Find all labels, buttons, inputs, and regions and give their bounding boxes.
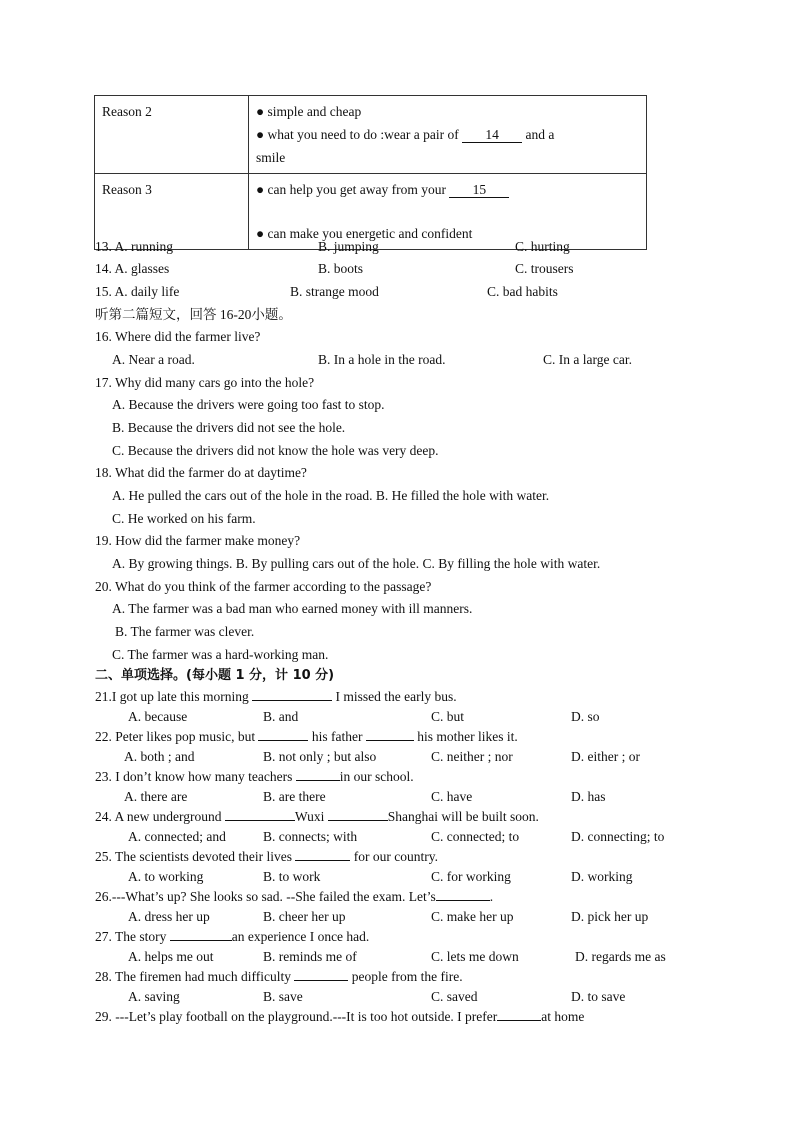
option-d: D. working: [571, 869, 633, 884]
question-22: [95, 729, 518, 745]
question-24: [95, 809, 539, 825]
option-d: D. either ; or: [571, 749, 640, 764]
reason-label: Reason 3: [95, 174, 249, 250]
option-c: C. have: [431, 789, 473, 804]
question-16-a: A. Near a road.: [112, 352, 195, 367]
question-13-b: B. jumping: [318, 239, 379, 254]
question-15-a: 15. A. daily life: [95, 284, 180, 299]
answer-blank: [366, 740, 414, 741]
option-d: D. so: [571, 709, 600, 724]
reason-line: ● can make you energetic and confident: [256, 226, 473, 241]
question-27: [95, 929, 369, 945]
question-13-a: 13. A. running: [95, 239, 174, 254]
answer-blank: [294, 980, 348, 981]
question-20-a: A. The farmer was a bad man who earned money with ill manners.: [112, 601, 473, 616]
section-title: 二、单项选择。(每小题 1 分，计 10 分): [95, 668, 335, 683]
question-20: 20. What do you think of the farmer according to the passage?: [95, 579, 432, 594]
question-stem: 25. The scientists devoted their lives: [95, 849, 292, 864]
option-c: C. make her up: [431, 909, 514, 924]
question-23: [95, 769, 414, 785]
option-b: B. cheer her up: [263, 909, 346, 924]
reason-label: Reason 2: [95, 96, 249, 174]
option-c: C. but: [431, 709, 465, 724]
question-18: 18. What did the farmer do at daytime?: [95, 465, 307, 480]
option-d: D. connecting; to: [571, 829, 665, 844]
question-16: 16. Where did the farmer live?: [95, 329, 261, 344]
table-row: [95, 96, 647, 174]
question-17-a: A. Because the drivers were going too fast to stop.: [112, 397, 385, 412]
option-b: B. are there: [263, 789, 326, 804]
option-a: A. to working: [128, 869, 204, 884]
question-20-b: B. The farmer was clever.: [115, 624, 255, 639]
option-c: C. for working: [431, 869, 511, 884]
reason-line: [256, 201, 639, 222]
answer-blank: [497, 1020, 541, 1021]
question-stem: his father: [311, 729, 363, 744]
option-a: A. connected; and: [128, 829, 226, 844]
answer-blank-14: 14: [462, 128, 522, 143]
answer-blank: [328, 820, 388, 821]
question-18-ab: A. He pulled the cars out of the hole in the road. B. He filled the hole with water.: [112, 488, 550, 503]
answer-blank: [252, 700, 332, 701]
question-stem: for our country.: [353, 849, 438, 864]
question-stem: 23. I don’t know how many teachers: [95, 769, 293, 784]
option-a: A. helps me out: [128, 949, 214, 964]
answer-blank: [258, 740, 308, 741]
question-stem: 29. ---Let’s play football on the playground.---It is too hot outside. I prefer: [95, 1009, 498, 1024]
option-d: D. to save: [571, 989, 626, 1004]
reason-text: ● can help you get away from your: [256, 182, 446, 197]
option-a: A. both ; and: [124, 749, 195, 764]
question-25: [95, 849, 438, 865]
question-stem: in our school.: [339, 769, 414, 784]
answer-blank: [225, 820, 295, 821]
question-stem: Wuxi: [294, 809, 325, 824]
question-stem: I missed the early bus.: [335, 689, 457, 704]
question-stem: at home: [541, 1009, 585, 1024]
question-21: [95, 689, 457, 705]
option-c: C. connected; to: [431, 829, 520, 844]
question-stem: .: [489, 889, 494, 904]
option-d: D. has: [571, 789, 606, 804]
option-a: A. there are: [124, 789, 188, 804]
question-16-c: C. In a large car.: [543, 352, 632, 367]
option-b: B. and: [263, 709, 299, 724]
question-14-b: B. boots: [318, 261, 364, 276]
option-b: B. save: [263, 989, 303, 1004]
question-stem: 26.---What’s up? She looks so sad. --She failed the exam. Let’s: [95, 889, 436, 904]
option-c: C. neither ; nor: [431, 749, 513, 764]
reason-line: [256, 123, 639, 146]
answer-blank: [295, 860, 350, 861]
reasons-table: [94, 95, 647, 250]
option-a: A. dress her up: [128, 909, 210, 924]
option-a: A. because: [128, 709, 188, 724]
question-stem: Shanghai will be built soon.: [387, 809, 539, 824]
question-17-c: C. Because the drivers did not know the hole was very deep.: [112, 443, 439, 458]
question-19: 19. How did the farmer make money?: [95, 533, 301, 548]
question-stem: 21.I got up late this morning: [95, 689, 249, 704]
question-15-c: C. bad habits: [487, 284, 558, 299]
question-17: 17. Why did many cars go into the hole?: [95, 375, 315, 390]
question-19-abc: A. By growing things. B. By pulling cars out of the hole. C. By filling the hole with water.: [112, 556, 601, 571]
option-b: B. reminds me of: [263, 949, 357, 964]
question-18-c: C. He worked on his farm.: [112, 511, 256, 526]
question-20-c: C. The farmer was a hard-working man.: [112, 647, 329, 662]
question-28: [95, 969, 463, 985]
answer-blank: [170, 940, 232, 941]
question-17-b: B. Because the drivers did not see the hole.: [112, 420, 346, 435]
question-stem: 27. The story: [95, 929, 167, 944]
question-13-c: C. hurting: [515, 239, 570, 254]
option-d: D. pick her up: [571, 909, 649, 924]
reason-line: smile: [256, 150, 286, 165]
reason-content: [249, 174, 647, 250]
question-stem: people from the fire.: [351, 969, 463, 984]
question-29: [95, 1009, 584, 1025]
option-c: C. saved: [431, 989, 478, 1004]
question-14-a: 14. A. glasses: [95, 261, 170, 276]
reason-text: and a: [525, 127, 555, 142]
question-stem: 28. The firemen had much difficulty: [95, 969, 291, 984]
question-15-b: B. strange mood: [290, 284, 379, 299]
option-b: B. not only ; but also: [263, 749, 377, 764]
answer-blank-15: 15: [449, 183, 509, 198]
question-stem: 22. Peter likes pop music, but: [95, 729, 256, 744]
option-a: A. saving: [128, 989, 180, 1004]
question-16-b: B. In a hole in the road.: [318, 352, 446, 367]
question-stem: 24. A new underground: [95, 809, 222, 824]
question-stem: his mother likes it.: [417, 729, 518, 744]
question-stem: an experience I once had.: [231, 929, 370, 944]
question-14-c: C. trousers: [515, 261, 574, 276]
answer-blank: [436, 900, 490, 901]
reason-line: ● simple and cheap: [256, 104, 362, 119]
answer-blank: [296, 780, 340, 781]
reason-line: [256, 178, 639, 201]
option-b: B. to work: [263, 869, 321, 884]
option-b: B. connects; with: [263, 829, 358, 844]
question-26: [95, 889, 493, 905]
reason-content: [249, 96, 647, 174]
passage2-instruction: 听第二篇短文，回答 16-20小题。: [95, 307, 292, 322]
option-d: D. regards me as: [575, 949, 666, 964]
reason-text: ● what you need to do :wear a pair of: [256, 127, 459, 142]
option-c: C. lets me down: [431, 949, 519, 964]
